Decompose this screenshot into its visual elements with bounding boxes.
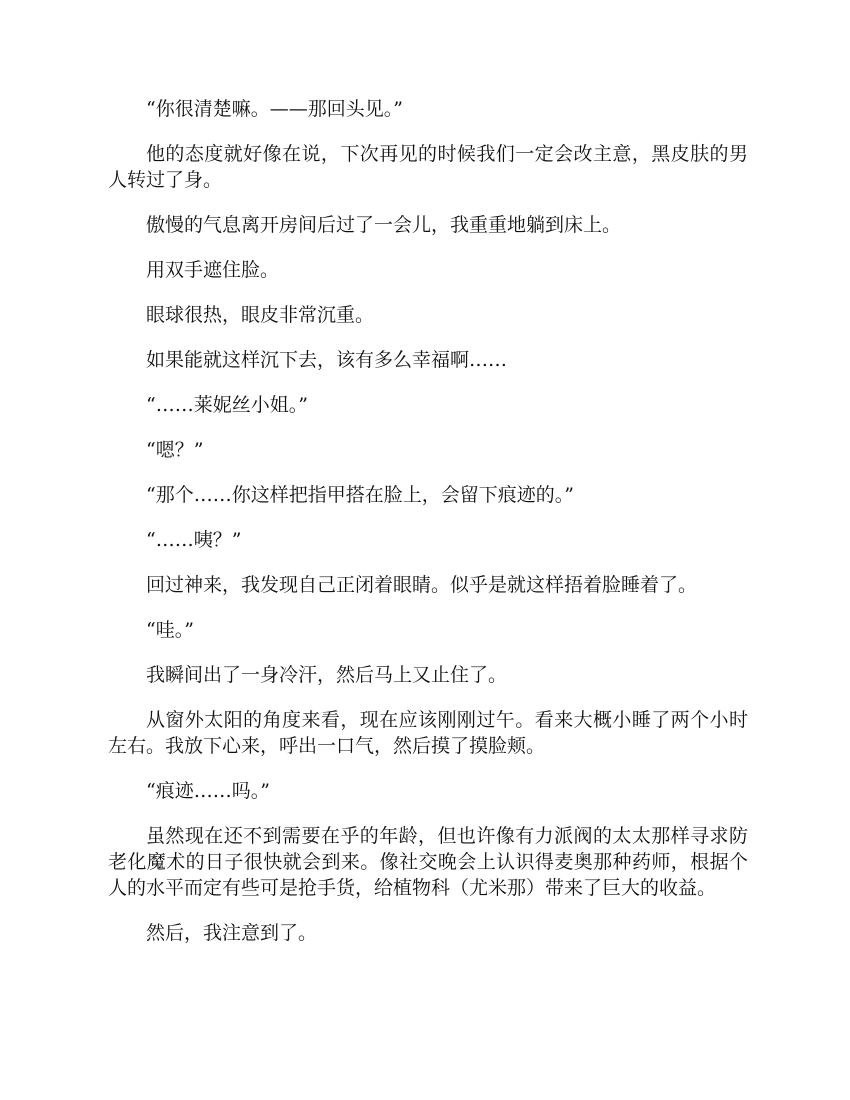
- paragraph: 用双手遮住脸。: [146, 259, 280, 281]
- paragraph: “嗯？”: [146, 439, 204, 461]
- paragraph: “……莱妮丝小姐。”: [146, 394, 308, 416]
- paragraph: 如果能就这样沉下去，该有多么幸福啊……: [146, 349, 508, 371]
- paragraph: 他的态度就好像在说，下次再见的时候我们一定会改主意，黑皮肤的男人转过了身。: [108, 143, 748, 191]
- paragraph: 从窗外太阳的角度来看，现在应该刚刚过午。看来大概小睡了两个小时左右。我放下心来，呼出一口气，然后摸了摸脸颊。: [108, 709, 748, 757]
- paragraph: “哇。”: [146, 619, 194, 641]
- paragraph: 回过神来，我发现自己正闭着眼睛。似乎是就这样捂着脸睡着了。: [146, 574, 698, 596]
- paragraph: “痕迹……吗。”: [146, 780, 270, 802]
- paragraph: 虽然现在还不到需要在乎的年龄，但也许像有力派阀的太太那样寻求防老化魔术的日子很快就会到来。像社交晚会上认识得麦奥那种药师，根据个人的水平而定有些可是抢手货，给植物科（尤米那）带来了巨大的收益。: [108, 825, 748, 899]
- paragraph: 然后，我注意到了。: [146, 922, 318, 944]
- document-body: [108, 96, 748, 965]
- paragraph: “那个……你这样把指甲搭在脸上，会留下痕迹的。”: [146, 484, 574, 506]
- paragraph: 傲慢的气息离开房间后过了一会儿，我重重地躺到床上。: [146, 214, 622, 236]
- paragraph: 我瞬间出了一身冷汗，然后马上又止住了。: [146, 664, 508, 686]
- paragraph: “你很清楚嘛。——那回头见。”: [146, 98, 403, 120]
- paragraph: “……咦？”: [146, 529, 242, 551]
- paragraph: 眼球很热，眼皮非常沉重。: [146, 304, 375, 326]
